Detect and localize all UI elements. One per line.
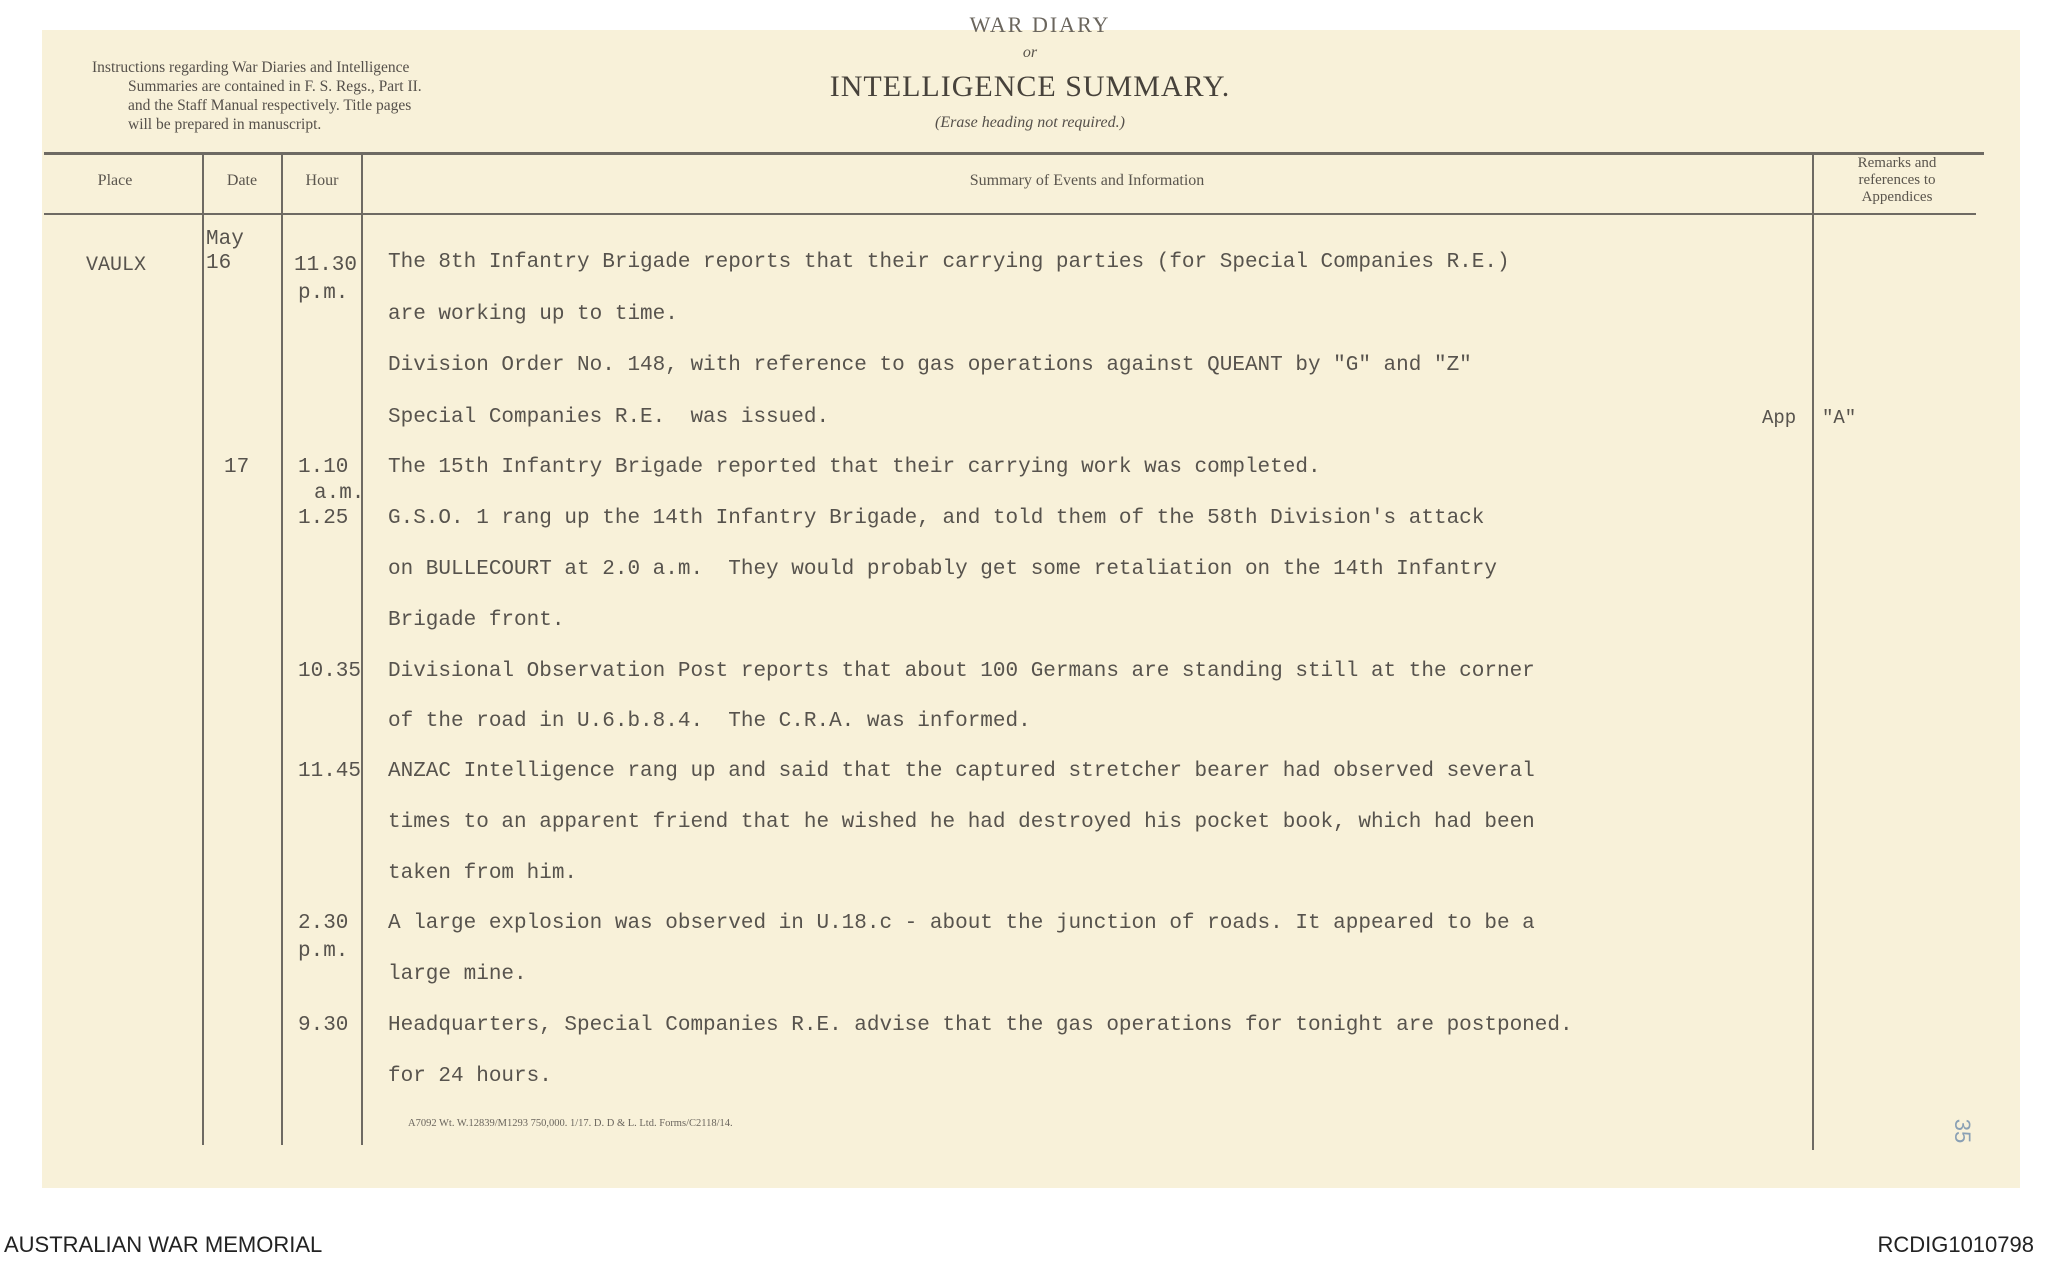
- summary-line: of the road in U.6.b.8.4. The C.R.A. was informed.: [388, 710, 1031, 733]
- column-head-date: Date: [226, 172, 258, 189]
- place-cell: VAULX: [86, 254, 147, 277]
- hour-110: 1.10: [298, 456, 349, 479]
- summary-line: The 15th Infantry Brigade reported that their carrying work was completed.: [388, 456, 1321, 479]
- instructions-note: [92, 58, 562, 134]
- summary-line: Divisional Observation Post reports that about 100 Germans are standing still at the corner: [388, 660, 1535, 683]
- summary-line: Division Order No. 148, with reference to gas operations against QUEANT by "G" and "Z": [388, 354, 1472, 377]
- column-divider-date: [281, 155, 283, 1145]
- date-month: May: [206, 228, 244, 251]
- erase-note: (Erase heading not required.): [935, 114, 1125, 131]
- appendix-ref: App: [1762, 407, 1797, 429]
- hour-am: a.m.: [314, 482, 365, 505]
- summary-line: G.S.O. 1 rang up the 14th Infantry Brigade, and told them of the 58th Division's attack: [388, 507, 1485, 530]
- hour-930: 9.30: [298, 1014, 349, 1037]
- hour-1035: 10.35: [298, 660, 362, 683]
- summary-line: ANZAC Intelligence rang up and said that the captured stretcher bearer had observed several: [388, 760, 1535, 783]
- hour-1145: 11.45: [298, 760, 362, 783]
- instructions-line: and the Staff Manual respectively. Title pages: [128, 97, 412, 114]
- summary-line: Headquarters, Special Companies R.E. advise that the gas operations for tonight are postponed.: [388, 1014, 1573, 1037]
- date-17: 17: [224, 456, 250, 479]
- column-head-remarks: [1814, 155, 1980, 206]
- hour-pm: p.m.: [298, 940, 349, 963]
- summary-line: Special Companies R.E. was issued.: [388, 406, 830, 429]
- hour-pm: p.m.: [298, 282, 349, 305]
- summary-line: A large explosion was observed in U.18.c - about the junction of roads. It appeared to be a: [388, 912, 1535, 935]
- form-or-text: or: [1022, 44, 1038, 61]
- column-head-hour: Hour: [305, 172, 339, 189]
- summary-line: are working up to time.: [388, 303, 678, 326]
- form-title: INTELLIGENCE SUMMARY.: [829, 70, 1231, 103]
- summary-line: taken from him.: [388, 862, 578, 885]
- remarks-head-line: references to: [1858, 172, 1936, 188]
- summary-line: for 24 hours.: [388, 1065, 552, 1088]
- page-number: 35: [1950, 1118, 1976, 1144]
- summary-line: on BULLECOURT at 2.0 a.m. They would probably get some retaliation on the 14th Infantry: [388, 558, 1497, 581]
- appendix-label: "A": [1822, 407, 1857, 429]
- column-divider-place: [202, 155, 204, 1145]
- printer-code: A7092 Wt. W.12839/M1293 750,000. 1/17. D. D & L. Ltd. Forms/C2118/14.: [408, 1118, 733, 1129]
- hour-230: 2.30: [298, 912, 349, 935]
- instructions-line: will be prepared in manuscript.: [128, 116, 322, 133]
- table-top-rule: [44, 152, 1984, 155]
- hour-1130: 11.30: [294, 254, 358, 277]
- form-title-top: WAR DIARY: [969, 12, 1111, 32]
- column-head-summary: Summary of Events and Information: [969, 172, 1205, 189]
- remarks-head-line: Appendices: [1861, 189, 1933, 205]
- summary-line: times to an apparent friend that he wished he had destroyed his pocket book, which had been: [388, 811, 1535, 834]
- column-divider-hour: [361, 155, 363, 1145]
- hour-125: 1.25: [298, 507, 349, 530]
- date-16: 16: [206, 252, 232, 275]
- instructions-line: Instructions regarding War Diaries and Intelligence: [92, 59, 410, 76]
- remarks-head-line: Remarks and: [1857, 155, 1937, 171]
- archive-id: RCDIG1010798: [1877, 1232, 2034, 1257]
- column-head-place: Place: [97, 172, 133, 189]
- summary-line: The 8th Infantry Brigade reports that their carrying parties (for Special Companies R.E.): [388, 251, 1510, 274]
- instructions-line: Summaries are contained in F. S. Regs., Part II.: [128, 78, 422, 95]
- table-header-rule: [44, 213, 1976, 215]
- summary-line: Brigade front.: [388, 609, 565, 632]
- summary-line: large mine.: [388, 963, 527, 986]
- archive-credit: AUSTRALIAN WAR MEMORIAL: [4, 1232, 323, 1257]
- column-divider-remarks: [1812, 155, 1814, 1150]
